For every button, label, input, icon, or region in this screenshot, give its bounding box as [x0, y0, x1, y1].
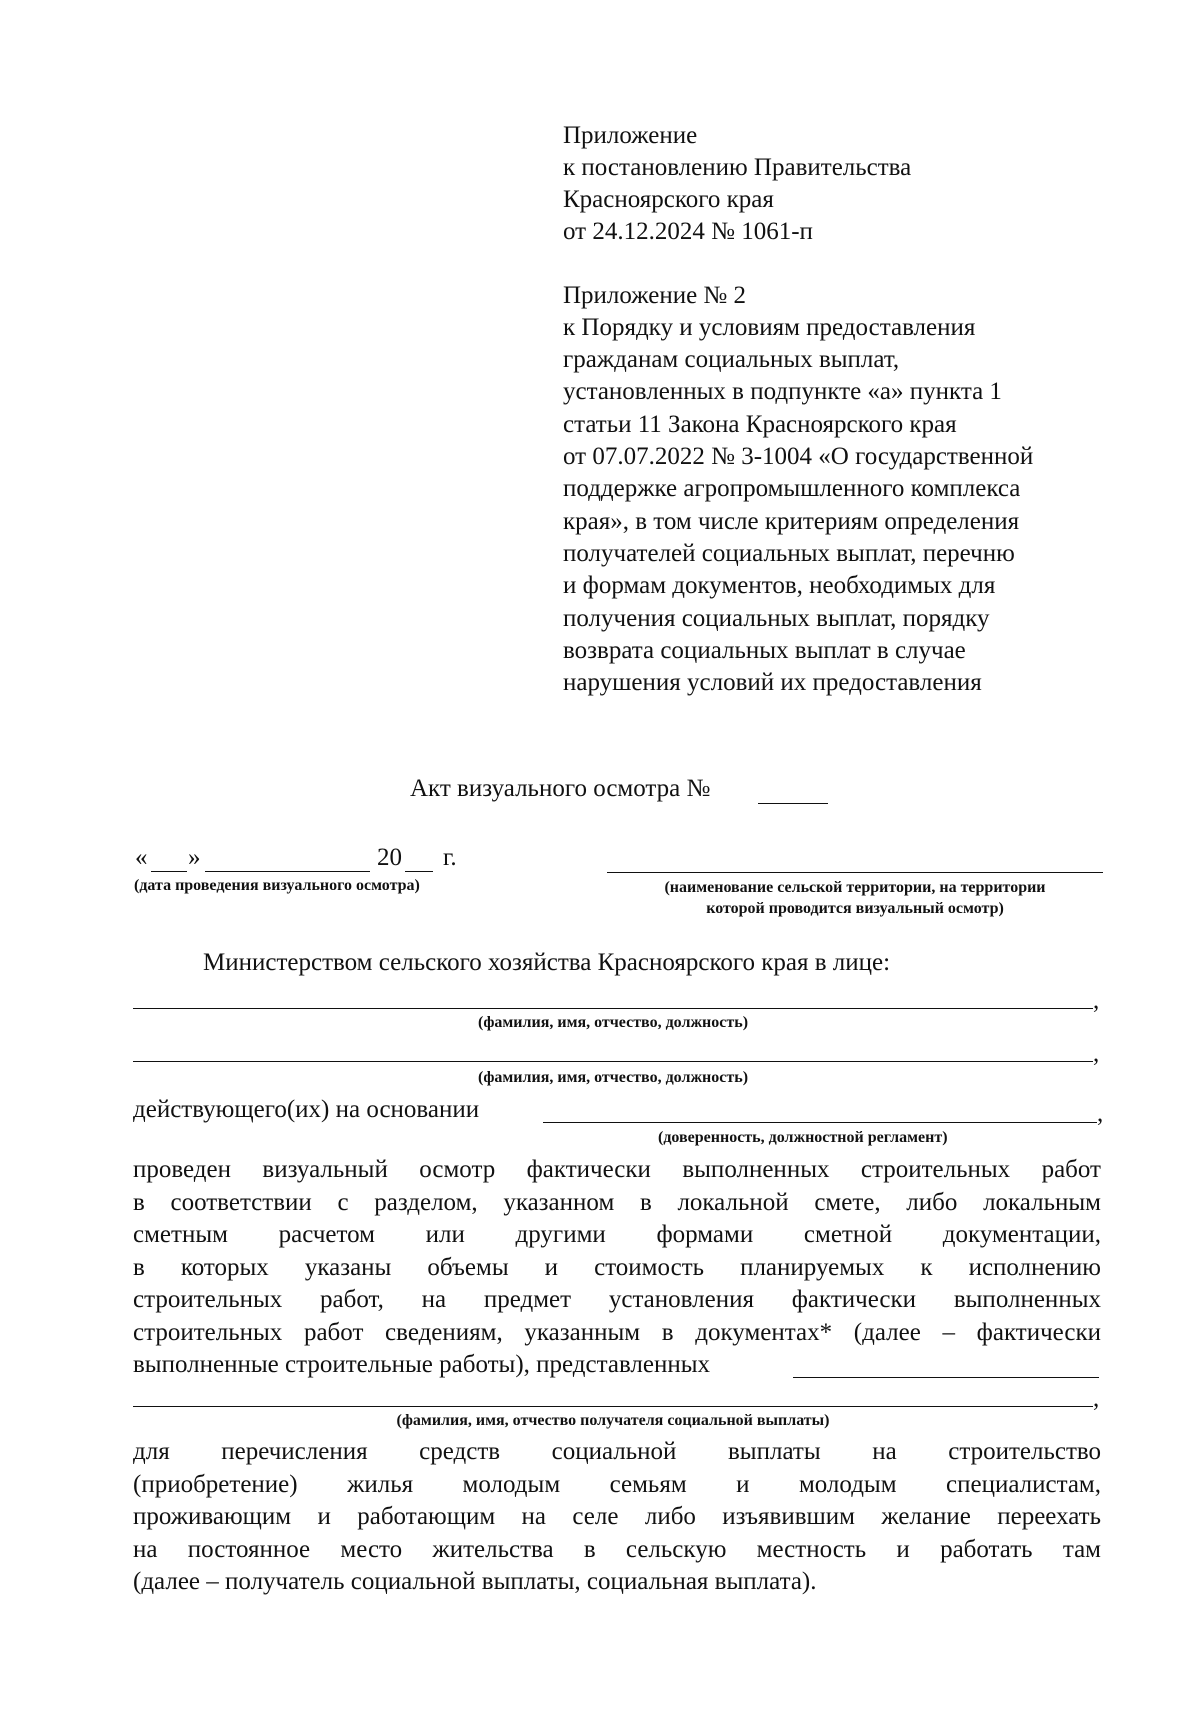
- paragraph-line: проживающим и работающим на селе либо изъявившим желание переехать: [133, 1503, 1101, 1530]
- appendix-line: от 24.12.2024 № 1061-п: [563, 218, 813, 245]
- appendix2-line: поддержке агропромышленного комплекса: [563, 475, 1021, 502]
- official-2-blank: [133, 1061, 1093, 1062]
- recipient-blank-1: [793, 1377, 1099, 1378]
- paragraph-line: строительных работ сведениям, указанным в документах* (далее – фактически: [133, 1319, 1101, 1346]
- basis-label: действующего(их) на основании: [133, 1096, 480, 1123]
- appendix2-line: возврата социальных выплат в случае: [563, 637, 966, 664]
- appendix2-line: к Порядку и условиям предоставления: [563, 314, 976, 341]
- date-open-quote: «: [135, 844, 148, 871]
- paragraph-line: проведен визуальный осмотр фактически выполненных строительных работ: [133, 1156, 1101, 1183]
- appendix2-line: нарушения условий их предоставления: [563, 669, 982, 696]
- comma: ,: [1097, 1100, 1104, 1127]
- appendix2-line: от 07.07.2022 № 3-1004 «О государственной: [563, 443, 1034, 470]
- recipient-caption: (фамилия, имя, отчество получателя социальной выплаты): [396, 1412, 830, 1429]
- territory-caption: которой проводится визуальный осмотр): [706, 900, 1004, 917]
- appendix2-line: установленных в подпункте «а» пункта 1: [563, 378, 1002, 405]
- appendix2-line: получения социальных выплат, порядку: [563, 605, 990, 632]
- appendix-line: к постановлению Правительства: [563, 154, 912, 181]
- paragraph-line: (приобретение) жилья молодым семьям и молодым специалистам,: [133, 1471, 1101, 1498]
- appendix2-line: гражданам социальных выплат,: [563, 346, 900, 373]
- year-blank: [405, 871, 433, 872]
- basis-caption: (доверенность, должностной регламент): [658, 1129, 948, 1146]
- date-caption: (дата проведения визуального осмотра): [134, 877, 420, 894]
- paragraph-line: на постоянное место жительства в сельскую местность и работать там: [133, 1536, 1101, 1563]
- act-title: Акт визуального осмотра №: [410, 775, 711, 802]
- ministry-line: Министерством сельского хозяйства Красноярского края в лице:: [203, 949, 891, 976]
- territory-blank: [607, 872, 1103, 873]
- comma: ,: [1093, 1040, 1100, 1067]
- year-suffix: г.: [443, 844, 457, 871]
- appendix-line: Приложение: [563, 122, 698, 149]
- appendix2-line: получателей социальных выплат, перечню: [563, 540, 1015, 567]
- paragraph-line: строительных работ, на предмет установления фактически выполненных: [133, 1286, 1101, 1313]
- paragraph-line: (далее – получатель социальной выплаты, социальная выплата).: [133, 1568, 817, 1595]
- act-number-blank: [758, 803, 828, 804]
- official-1-blank: [133, 1008, 1093, 1009]
- year-prefix: 20: [377, 844, 402, 871]
- appendix2-line: края», в том числе критериям определения: [563, 508, 1020, 535]
- recipient-blank-2: [133, 1406, 1093, 1407]
- appendix-line: Красноярского края: [563, 186, 774, 213]
- day-blank: [151, 871, 187, 872]
- basis-blank: [543, 1122, 1097, 1123]
- appendix2-line: Приложение № 2: [563, 282, 747, 309]
- fio-caption: (фамилия, имя, отчество, должность): [477, 1069, 749, 1086]
- territory-caption: (наименование сельской территории, на территории: [664, 879, 1046, 896]
- date-close-quote: »: [188, 844, 201, 871]
- comma: ,: [1093, 987, 1100, 1014]
- fio-caption: (фамилия, имя, отчество, должность): [477, 1014, 749, 1031]
- paragraph-line: сметным расчетом или другими формами сметной документации,: [133, 1221, 1101, 1248]
- paragraph-line: выполненные строительные работы), представленных: [133, 1351, 711, 1378]
- month-blank: [205, 871, 370, 872]
- comma: ,: [1093, 1385, 1100, 1412]
- paragraph-line: в которых указаны объемы и стоимость планируемых к исполнению: [133, 1254, 1101, 1281]
- paragraph-line: для перечисления средств социальной выплаты на строительство: [133, 1438, 1101, 1465]
- paragraph-line: в соответствии с разделом, указанном в локальной смете, либо локальным: [133, 1189, 1101, 1216]
- appendix2-line: и формам документов, необходимых для: [563, 572, 996, 599]
- appendix2-line: статьи 11 Закона Красноярского края: [563, 411, 957, 438]
